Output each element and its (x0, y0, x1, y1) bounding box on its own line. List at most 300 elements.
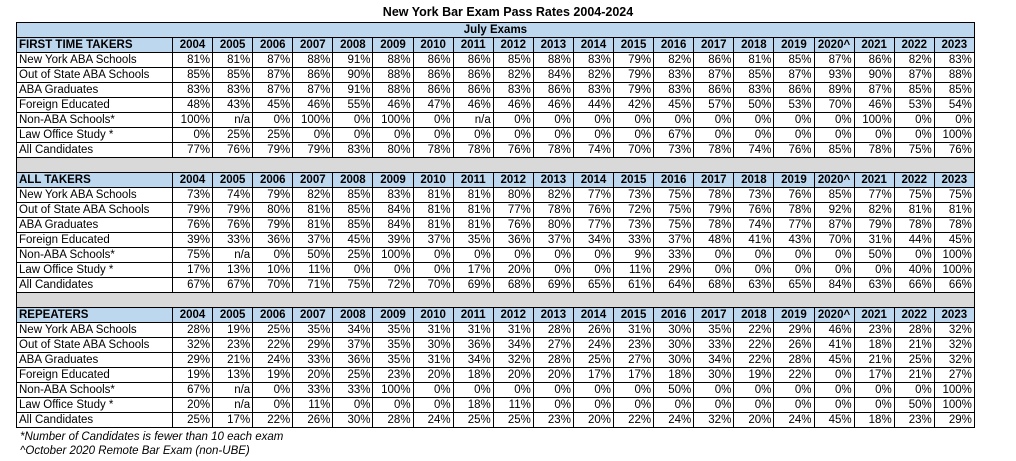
rate-cell: 76% (213, 143, 253, 158)
rate-cell: 85% (734, 68, 774, 83)
rate-cell: 35% (373, 353, 413, 368)
rate-cell: 45% (253, 98, 293, 113)
year-header: 2022 (894, 308, 934, 323)
rate-cell: 27% (934, 368, 974, 383)
rate-cell: 19% (253, 368, 293, 383)
rate-cell: 28% (774, 353, 814, 368)
rate-cell: 22% (734, 353, 774, 368)
rate-cell: 33% (333, 383, 373, 398)
rate-cell: 33% (614, 233, 654, 248)
rate-cell: 0% (694, 128, 734, 143)
rate-cell: 50% (654, 383, 694, 398)
rate-cell: 46% (854, 98, 894, 113)
pass-rates-table-container (16, 22, 975, 428)
rate-cell: 86% (533, 83, 573, 98)
rate-cell: 29% (293, 338, 333, 353)
rate-cell: 73% (614, 218, 654, 233)
section-header-row (17, 38, 975, 53)
rate-cell: 34% (453, 353, 493, 368)
year-header: 2004 (173, 173, 213, 188)
rate-cell: 9% (614, 248, 654, 263)
rate-cell: 13% (213, 263, 253, 278)
rate-cell: 22% (253, 413, 293, 428)
rate-cell: 75% (333, 278, 373, 293)
rate-cell: 78% (453, 143, 493, 158)
rate-cell: 32% (934, 323, 974, 338)
rate-cell: 25% (894, 353, 934, 368)
rate-cell: 0% (734, 398, 774, 413)
rate-cell: 63% (854, 278, 894, 293)
year-header: 2021 (854, 308, 894, 323)
rate-cell: 28% (894, 323, 934, 338)
rate-cell: 37% (533, 233, 573, 248)
rate-cell: 20% (413, 368, 453, 383)
pass-rates-table (16, 22, 975, 428)
row-label: Out of State ABA Schools (17, 203, 173, 218)
rate-cell: 36% (253, 233, 293, 248)
rate-cell: 30% (654, 353, 694, 368)
rate-cell: 100% (173, 113, 213, 128)
rate-cell: 82% (493, 68, 533, 83)
row-label: New York ABA Schools (17, 188, 173, 203)
rate-cell: 91% (333, 83, 373, 98)
year-header: 2017 (694, 308, 734, 323)
rate-cell: 0% (493, 248, 533, 263)
rate-cell: 64% (654, 278, 694, 293)
year-header: 2005 (213, 308, 253, 323)
rate-cell: 0% (894, 113, 934, 128)
year-header: 2004 (173, 308, 213, 323)
rate-cell: 32% (934, 353, 974, 368)
rate-cell: 0% (573, 263, 613, 278)
rate-cell: 27% (533, 338, 573, 353)
rate-cell: 83% (573, 83, 613, 98)
rate-cell: 18% (453, 368, 493, 383)
rate-cell: 81% (453, 188, 493, 203)
rate-cell: 73% (173, 188, 213, 203)
rate-cell: 73% (734, 188, 774, 203)
rate-cell: 45% (654, 98, 694, 113)
rate-cell: 0% (774, 113, 814, 128)
rate-cell: 66% (894, 278, 934, 293)
table-row (17, 68, 975, 83)
rate-cell: 82% (854, 203, 894, 218)
rate-cell: 33% (694, 338, 734, 353)
rate-cell: 17% (453, 263, 493, 278)
table-row (17, 383, 975, 398)
rate-cell: 92% (814, 203, 854, 218)
rate-cell: 35% (293, 323, 333, 338)
rate-cell: 0% (814, 398, 854, 413)
rate-cell: 75% (894, 143, 934, 158)
rate-cell: 30% (694, 368, 734, 383)
year-header: 2009 (373, 308, 413, 323)
rate-cell: 79% (614, 83, 654, 98)
year-header: 2017 (694, 173, 734, 188)
rate-cell: 100% (934, 398, 974, 413)
rate-cell: 85% (934, 83, 974, 98)
rate-cell: 87% (253, 68, 293, 83)
year-header: 2019 (774, 308, 814, 323)
table-row (17, 413, 975, 428)
rate-cell: 87% (894, 68, 934, 83)
rate-cell: 86% (854, 53, 894, 68)
rate-cell: 81% (413, 203, 453, 218)
year-header: 2018 (734, 38, 774, 53)
rate-cell: 53% (774, 98, 814, 113)
table-row (17, 53, 975, 68)
rate-cell: 88% (373, 83, 413, 98)
rate-cell: 20% (533, 368, 573, 383)
rate-cell: 85% (333, 218, 373, 233)
year-header: 2022 (894, 173, 934, 188)
rate-cell: 0% (533, 113, 573, 128)
rate-cell: 24% (413, 413, 453, 428)
rate-cell: 0% (614, 128, 654, 143)
rate-cell: 77% (493, 203, 533, 218)
rate-cell: 0% (654, 398, 694, 413)
subtitle: July Exams (17, 23, 975, 38)
table-row (17, 278, 975, 293)
rate-cell: 81% (293, 203, 333, 218)
rate-cell: 68% (694, 278, 734, 293)
rate-cell: 87% (814, 53, 854, 68)
row-label: New York ABA Schools (17, 53, 173, 68)
rate-cell: n/a (213, 248, 253, 263)
rate-cell: 67% (173, 383, 213, 398)
year-header: 2012 (493, 173, 533, 188)
year-header: 2016 (654, 173, 694, 188)
rate-cell: 0% (373, 128, 413, 143)
rate-cell: 88% (934, 68, 974, 83)
rate-cell: 0% (333, 113, 373, 128)
rate-cell: 70% (413, 278, 453, 293)
rate-cell: 73% (614, 188, 654, 203)
rate-cell: 46% (533, 98, 573, 113)
rate-cell: 0% (493, 383, 533, 398)
rate-cell: 0% (413, 398, 453, 413)
rate-cell: 0% (533, 263, 573, 278)
rate-cell: 78% (533, 143, 573, 158)
rate-cell: 86% (413, 68, 453, 83)
rate-cell: 0% (413, 263, 453, 278)
rate-cell: 0% (614, 398, 654, 413)
rate-cell: 0% (894, 128, 934, 143)
rate-cell: 81% (413, 218, 453, 233)
rate-cell: 78% (694, 143, 734, 158)
rate-cell: 21% (213, 353, 253, 368)
section-separator (17, 158, 975, 173)
rate-cell: 25% (333, 368, 373, 383)
row-label: Non-ABA Schools* (17, 383, 173, 398)
year-header: 2020^ (814, 308, 854, 323)
rate-cell: 17% (854, 368, 894, 383)
year-header: 2006 (253, 308, 293, 323)
year-header: 2023 (934, 38, 974, 53)
row-label: ABA Graduates (17, 218, 173, 233)
rate-cell: 30% (413, 338, 453, 353)
rate-cell: 0% (413, 248, 453, 263)
rate-cell: 87% (694, 68, 734, 83)
year-header: 2015 (614, 308, 654, 323)
rate-cell: 79% (614, 53, 654, 68)
year-header: 2010 (413, 38, 453, 53)
rate-cell: 0% (814, 113, 854, 128)
rate-cell: 0% (413, 113, 453, 128)
rate-cell: 0% (453, 248, 493, 263)
rate-cell: 0% (333, 128, 373, 143)
rate-cell: 48% (173, 98, 213, 113)
rate-cell: 85% (173, 68, 213, 83)
rate-cell: 0% (654, 113, 694, 128)
rate-cell: 37% (293, 233, 333, 248)
section-header-row (17, 173, 975, 188)
rate-cell: 77% (854, 188, 894, 203)
rate-cell: 86% (293, 68, 333, 83)
row-label: Law Office Study * (17, 398, 173, 413)
rate-cell: 71% (293, 278, 333, 293)
rate-cell: 76% (573, 203, 613, 218)
rate-cell: 36% (493, 233, 533, 248)
rate-cell: 32% (934, 338, 974, 353)
rate-cell: 42% (614, 98, 654, 113)
rate-cell: 46% (453, 98, 493, 113)
rate-cell: 79% (253, 143, 293, 158)
rate-cell: 34% (694, 353, 734, 368)
rate-cell: 83% (213, 83, 253, 98)
rate-cell: 83% (934, 53, 974, 68)
rate-cell: 87% (814, 218, 854, 233)
table-row (17, 353, 975, 368)
rate-cell: 70% (253, 278, 293, 293)
rate-cell: 86% (413, 83, 453, 98)
year-header: 2020^ (814, 38, 854, 53)
rate-cell: 21% (854, 353, 894, 368)
row-label: Law Office Study * (17, 263, 173, 278)
table-row (17, 368, 975, 383)
rate-cell: 87% (253, 53, 293, 68)
rate-cell: 75% (894, 188, 934, 203)
separator-cell (17, 293, 975, 308)
rate-cell: 0% (694, 398, 734, 413)
rate-cell: 34% (573, 233, 613, 248)
rate-cell: 17% (173, 263, 213, 278)
row-label: ABA Graduates (17, 83, 173, 98)
rate-cell: 26% (774, 338, 814, 353)
rate-cell: 46% (373, 98, 413, 113)
year-header: 2021 (854, 38, 894, 53)
rate-cell: 83% (173, 83, 213, 98)
rate-cell: 29% (774, 323, 814, 338)
row-label: Foreign Educated (17, 368, 173, 383)
rate-cell: 76% (493, 218, 533, 233)
year-header: 2016 (654, 38, 694, 53)
rate-cell: 81% (894, 203, 934, 218)
rate-cell: 20% (173, 398, 213, 413)
section-title: FIRST TIME TAKERS (17, 38, 173, 53)
row-label: All Candidates (17, 278, 173, 293)
rate-cell: 84% (373, 203, 413, 218)
table-row (17, 143, 975, 158)
year-header: 2019 (774, 173, 814, 188)
row-label: Out of State ABA Schools (17, 338, 173, 353)
rate-cell: 50% (854, 248, 894, 263)
row-label: Out of State ABA Schools (17, 68, 173, 83)
rate-cell: 21% (894, 368, 934, 383)
rate-cell: 18% (854, 413, 894, 428)
rate-cell: 28% (533, 353, 573, 368)
rate-cell: 100% (934, 248, 974, 263)
row-label: Non-ABA Schools* (17, 113, 173, 128)
rate-cell: 44% (894, 233, 934, 248)
rate-cell: 67% (173, 278, 213, 293)
rate-cell: 21% (894, 338, 934, 353)
table-row (17, 113, 975, 128)
rate-cell: 20% (293, 368, 333, 383)
rate-cell: 77% (573, 218, 613, 233)
rate-cell: 88% (293, 53, 333, 68)
row-label: New York ABA Schools (17, 323, 173, 338)
rate-cell: 100% (934, 383, 974, 398)
rate-cell: 83% (373, 188, 413, 203)
rate-cell: 11% (493, 398, 533, 413)
year-header: 2021 (854, 173, 894, 188)
rate-cell: 76% (734, 203, 774, 218)
rate-cell: 84% (533, 68, 573, 83)
rate-cell: 17% (213, 413, 253, 428)
rate-cell: 63% (734, 278, 774, 293)
rate-cell: 31% (493, 323, 533, 338)
rate-cell: 29% (654, 263, 694, 278)
rate-cell: 86% (453, 68, 493, 83)
rate-cell: 47% (413, 98, 453, 113)
rate-cell: 78% (894, 218, 934, 233)
table-row (17, 263, 975, 278)
section-title: REPEATERS (17, 308, 173, 323)
rate-cell: 36% (453, 338, 493, 353)
rate-cell: 100% (293, 113, 333, 128)
rate-cell: 68% (493, 278, 533, 293)
rate-cell: 0% (253, 383, 293, 398)
rate-cell: 35% (694, 323, 734, 338)
year-header: 2007 (293, 173, 333, 188)
rate-cell: 13% (213, 368, 253, 383)
rate-cell: 81% (934, 203, 974, 218)
rate-cell: 76% (774, 143, 814, 158)
rate-cell: 46% (293, 98, 333, 113)
year-header: 2005 (213, 173, 253, 188)
rate-cell: 18% (453, 398, 493, 413)
rate-cell: 74% (734, 218, 774, 233)
rate-cell: 0% (734, 128, 774, 143)
rate-cell: 46% (814, 323, 854, 338)
rate-cell: 34% (493, 338, 533, 353)
rate-cell: 57% (694, 98, 734, 113)
year-header: 2007 (293, 308, 333, 323)
rate-cell: 31% (854, 233, 894, 248)
rate-cell: 28% (173, 323, 213, 338)
table-row (17, 218, 975, 233)
rate-cell: 85% (894, 83, 934, 98)
year-header: 2015 (614, 173, 654, 188)
rate-cell: 88% (373, 53, 413, 68)
rate-cell: 24% (253, 353, 293, 368)
rate-cell: 32% (493, 353, 533, 368)
rate-cell: 40% (894, 263, 934, 278)
rate-cell: 80% (373, 143, 413, 158)
rate-cell: 27% (614, 353, 654, 368)
rate-cell: 48% (694, 233, 734, 248)
rate-cell: 0% (934, 113, 974, 128)
rate-cell: 45% (333, 233, 373, 248)
rate-cell: 0% (774, 263, 814, 278)
rate-cell: 0% (373, 398, 413, 413)
rate-cell: 70% (614, 143, 654, 158)
rate-cell: 26% (293, 413, 333, 428)
row-label: Law Office Study * (17, 128, 173, 143)
rate-cell: 83% (654, 83, 694, 98)
table-row (17, 188, 975, 203)
rate-cell: 19% (213, 323, 253, 338)
year-header: 2006 (253, 173, 293, 188)
rate-cell: 85% (213, 68, 253, 83)
rate-cell: 81% (734, 53, 774, 68)
rate-cell: 35% (453, 233, 493, 248)
row-label: Non-ABA Schools* (17, 248, 173, 263)
rate-cell: 31% (614, 323, 654, 338)
rate-cell: 0% (333, 398, 373, 413)
row-label: Foreign Educated (17, 98, 173, 113)
year-header: 2014 (573, 38, 613, 53)
rate-cell: 23% (894, 413, 934, 428)
rate-cell: 85% (333, 203, 373, 218)
year-header: 2015 (614, 38, 654, 53)
rate-cell: 50% (894, 398, 934, 413)
rate-cell: 0% (573, 248, 613, 263)
rate-cell: 0% (573, 113, 613, 128)
rate-cell: 23% (213, 338, 253, 353)
rate-cell: 0% (694, 113, 734, 128)
year-header: 2009 (373, 173, 413, 188)
rate-cell: 86% (453, 53, 493, 68)
rate-cell: 45% (934, 233, 974, 248)
footnote-remote-exam: ^October 2020 Remote Bar Exam (non-UBE) (20, 445, 250, 457)
row-label: Foreign Educated (17, 233, 173, 248)
rate-cell: 33% (213, 233, 253, 248)
year-header: 2007 (293, 38, 333, 53)
rate-cell: 35% (373, 323, 413, 338)
rate-cell: 0% (333, 263, 373, 278)
rate-cell: 100% (934, 128, 974, 143)
rate-cell: 81% (293, 218, 333, 233)
rate-cell: 11% (293, 398, 333, 413)
rate-cell: 87% (293, 83, 333, 98)
rate-cell: 44% (573, 98, 613, 113)
separator-cell (17, 158, 975, 173)
rate-cell: 77% (173, 143, 213, 158)
rate-cell: 78% (533, 203, 573, 218)
year-header: 2006 (253, 38, 293, 53)
rate-cell: 75% (173, 248, 213, 263)
rate-cell: 0% (373, 263, 413, 278)
rate-cell: 31% (413, 353, 453, 368)
rate-cell: 36% (333, 353, 373, 368)
rate-cell: 0% (293, 128, 333, 143)
row-label: All Candidates (17, 143, 173, 158)
rate-cell: 81% (453, 218, 493, 233)
year-header: 2014 (573, 308, 613, 323)
rate-cell: 0% (814, 248, 854, 263)
